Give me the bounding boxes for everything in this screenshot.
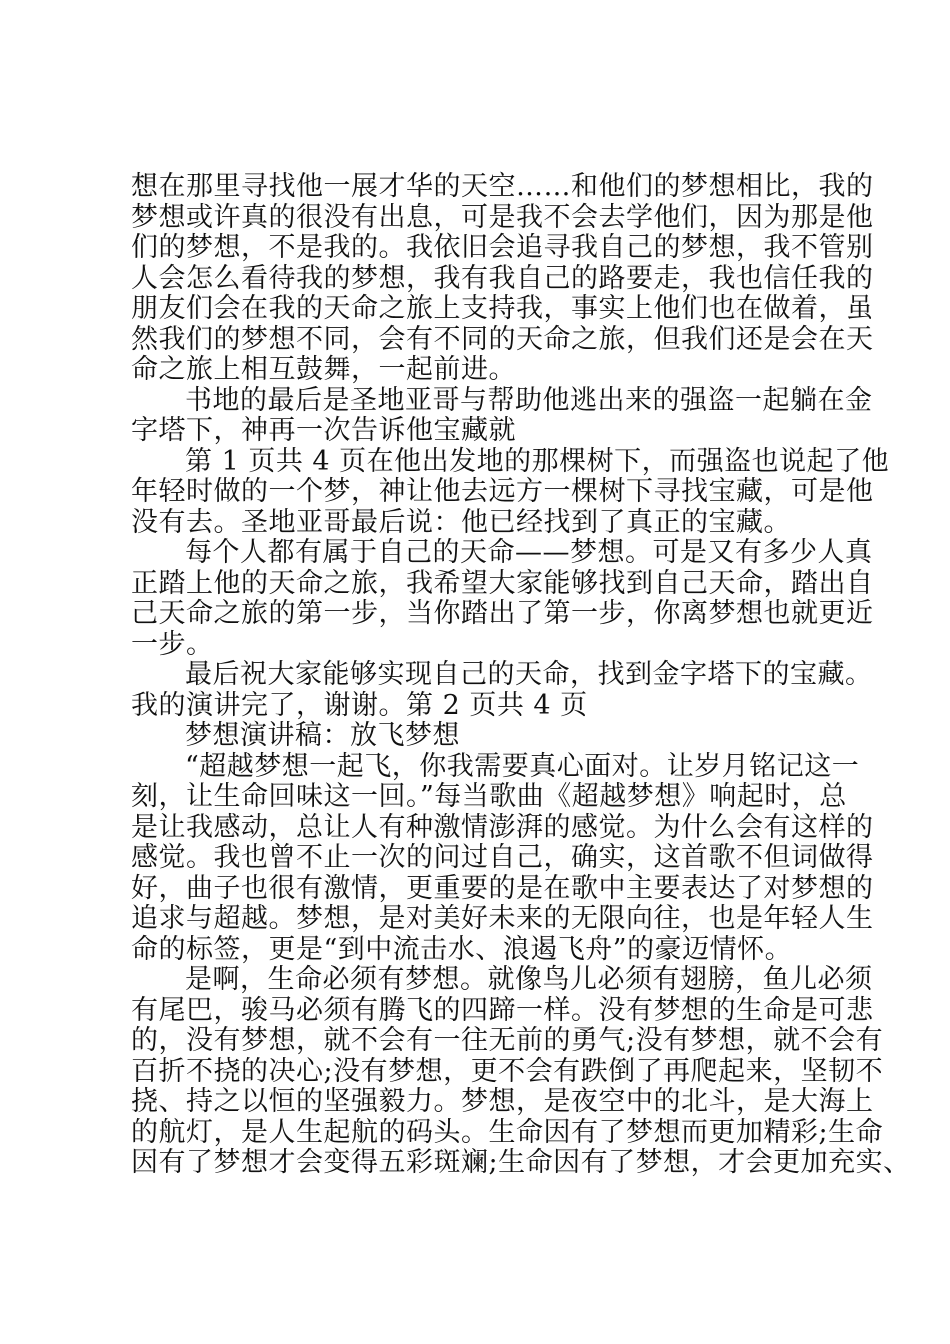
- text-line: 最后祝大家能够实现自己的天命，找到金字塔下的宝藏。: [185, 659, 873, 690]
- text-line: 没有去。圣地亚哥最后说：他已经找到了真正的宝藏。: [131, 506, 791, 538]
- text-line: 字塔下，神再一次告诉他宝藏就: [131, 415, 516, 446]
- text-line: 追求与超越。梦想，是对美好未来的无限向往，也是年轻人生: [131, 903, 874, 934]
- text-line: 命的标签，更是“到中流击水、浪遏飞舟”的豪迈情怀。: [131, 933, 793, 965]
- text-line: 好，曲子也很有激情，更重要的是在歌中主要表达了对梦想的: [131, 872, 874, 904]
- text-line: 每个人都有属于自己的天命——梦想。可是又有多少人真: [185, 537, 873, 568]
- text-line: 们的梦想，不是我的。我依旧会追寻我自己的梦想，我不管别: [131, 232, 874, 263]
- text-line: 有尾巴，骏马必须有腾飞的四蹄一样。没有梦想的生命是可悲: [131, 994, 874, 1026]
- text-line: 想在那里寻找他一展才华的天空……和他们的梦想相比，我的: [131, 171, 874, 202]
- text-line: 人会怎么看待我的梦想，我有我自己的路要走，我也信任我的: [131, 262, 874, 294]
- text-line: 百折不挠的决心;没有梦想，更不会有跌倒了再爬起来，坚韧不: [131, 1055, 884, 1087]
- text-line: 一步。: [131, 628, 214, 660]
- text-line: 的航灯，是人生起航的码头。生命因有了梦想而更加精彩;生命: [131, 1116, 884, 1148]
- text-line: 刻，让生命回味这一回。”每当歌曲《超越梦想》响起时，总: [131, 781, 847, 812]
- text-line: 是让我感动，总让人有种激情澎湃的感觉。为什么会有这样的: [131, 811, 874, 843]
- text-line: 己天命之旅的第一步，当你踏出了第一步，你离梦想也就更近: [131, 598, 874, 629]
- document-body: [131, 171, 911, 1179]
- text-line: 因有了梦想才会变得五彩斑斓;生命因有了梦想，才会更加充实、: [131, 1147, 911, 1178]
- text-line: 挠、持之以恒的坚强毅力。梦想，是夜空中的北斗，是大海上: [131, 1086, 874, 1117]
- text-line: 梦想或许真的很没有出息，可是我不会去学他们，因为那是他: [131, 201, 874, 233]
- text-line: 然我们的梦想不同，会有不同的天命之旅，但我们还是会在天: [131, 323, 874, 355]
- text-line: 感觉。我也曾不止一次的问过自己，确实，这首歌不但词做得: [131, 842, 874, 873]
- text-line: 的，没有梦想，就不会有一往无前的勇气;没有梦想，就不会有: [131, 1025, 884, 1056]
- text-line: 第 1 页共 4 页在他出发地的那棵树下，而强盗也说起了他: [185, 445, 890, 477]
- text-line: 梦想演讲稿：放飞梦想: [185, 720, 460, 751]
- text-line: 年轻时做的一个梦，神让他去远方一棵树下寻找宝藏，可是他: [131, 476, 874, 507]
- text-line: 我的演讲完了，谢谢。第 2 页共 4 页: [131, 689, 588, 721]
- text-line: “超越梦想一起飞，你我需要真心面对。让岁月铭记这一: [185, 750, 860, 782]
- text-line: 是啊，生命必须有梦想。就像鸟儿必须有翅膀，鱼儿必须: [185, 964, 873, 995]
- text-line: 朋友们会在我的天命之旅上支持我，事实上他们也在做着，虽: [131, 293, 874, 324]
- text-line: 正踏上他的天命之旅，我希望大家能够找到自己天命，踏出自: [131, 567, 874, 599]
- text-line: 书地的最后是圣地亚哥与帮助他逃出来的强盗一起躺在金: [185, 384, 873, 416]
- text-line: 命之旅上相互鼓舞，一起前进。: [131, 354, 516, 385]
